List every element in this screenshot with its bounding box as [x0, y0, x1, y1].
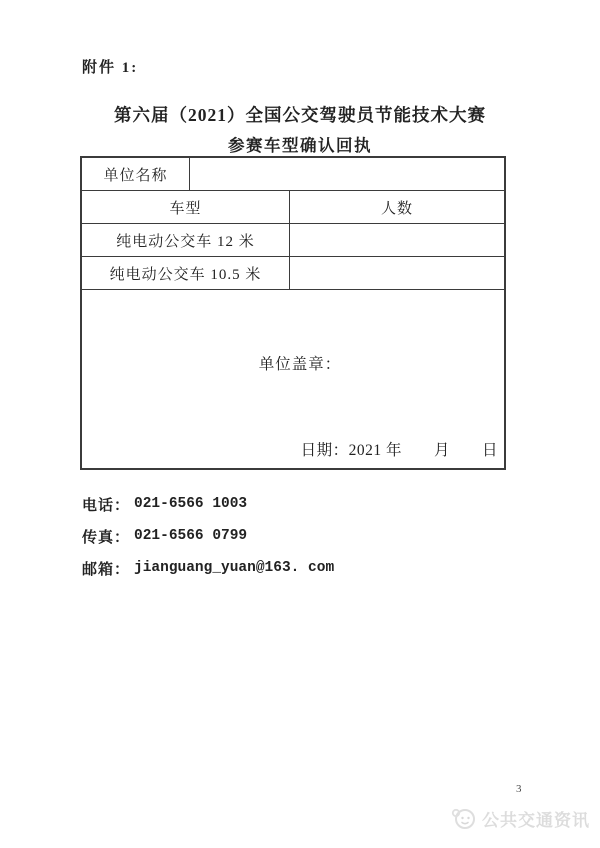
- column-header-people-count: 人数: [380, 200, 413, 217]
- column-header-vehicle-type: 车型: [82, 191, 290, 223]
- fax-value: 021-6566 0799: [134, 528, 248, 544]
- fax-line: [82, 526, 334, 546]
- phone-line: [82, 494, 334, 514]
- fax-label: 传真：: [82, 529, 131, 546]
- email-line: [82, 558, 334, 578]
- seal-and-date-cell: [82, 290, 504, 468]
- page-number: 3: [516, 783, 522, 795]
- table-row-vehicle-10-5m: [82, 257, 504, 290]
- table-row-vehicle-12m: [82, 224, 504, 257]
- vehicle-type-cell: 纯电动公交车 10.5 米: [82, 257, 290, 289]
- attachment-label: 附件 1:: [82, 60, 139, 76]
- email-value: jianguang_yuan@163. com: [134, 560, 335, 576]
- table-header-row: [82, 191, 504, 224]
- vehicle-type-cell: 纯电动公交车 12 米: [82, 224, 290, 256]
- unit-name-value-cell: [190, 158, 504, 190]
- people-count-cell: [290, 224, 504, 256]
- phone-value: 021-6566 1003: [134, 496, 248, 512]
- publisher-watermark: [450, 804, 590, 832]
- contact-info-list: [82, 494, 334, 590]
- unit-name-label-cell: 单位名称: [82, 158, 190, 190]
- date-line: 日期：2021 年 月 日: [300, 442, 498, 459]
- email-label: 邮箱：: [82, 561, 131, 578]
- document-subtitle: 参赛车型确认回执: [228, 136, 372, 155]
- mascot-face-icon: [450, 804, 478, 832]
- people-count-cell: [290, 257, 504, 289]
- watermark-text: 公共交通资讯: [482, 810, 590, 830]
- unit-seal-label: 单位盖章：: [258, 356, 342, 373]
- phone-label: 电话：: [82, 497, 131, 514]
- table-row-unit-name: [82, 158, 504, 191]
- confirmation-form-table: [80, 156, 506, 470]
- document-title: 第六届（2021）全国公交驾驶员节能技术大赛: [114, 105, 486, 125]
